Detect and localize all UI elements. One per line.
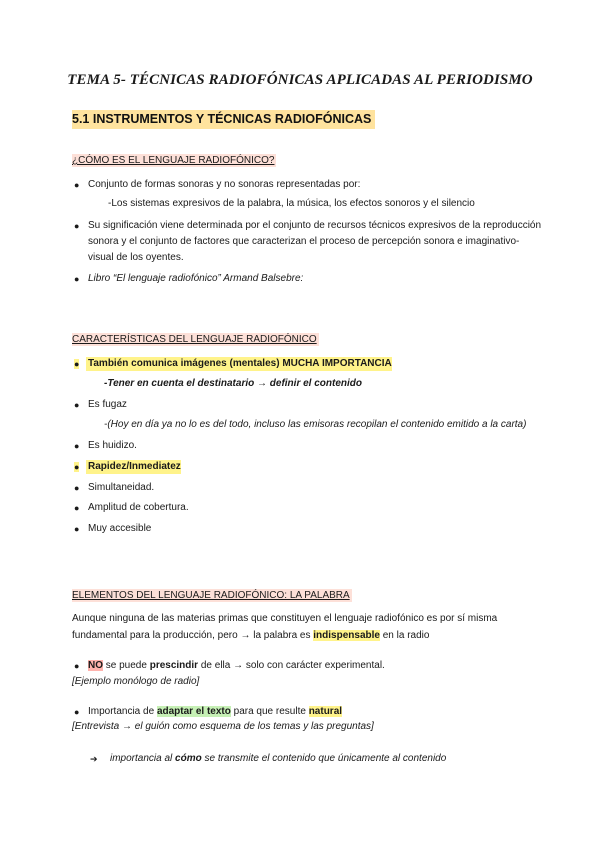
- arrow-icon: ➔: [90, 754, 98, 764]
- heading-como-es: ¿CÓMO ES EL LENGUAJE RADIOFÓNICO?: [72, 155, 275, 166]
- bullet-text: para que resulte: [230, 706, 309, 717]
- sec3-bullet-2: [88, 705, 342, 719]
- bullet-icon: ●: [74, 661, 80, 671]
- bullet-icon: ●: [74, 483, 80, 493]
- bullet-icon: ●: [74, 462, 80, 472]
- sec2-bullet-3: Es huidizo.: [88, 440, 137, 451]
- highlight-indispensable: indispensable: [313, 630, 380, 641]
- arrow-item-text: se transmite el contenido que únicamente al contenido: [201, 753, 447, 764]
- bold-prescindir: prescindir: [149, 660, 199, 671]
- sec1-bullet-1-sub: -Los sistemas expresivos de la palabra, la música, los efectos sonoros y el silencio: [108, 198, 475, 209]
- sec3-bullet-1-note: [Ejemplo monólogo de radio]: [72, 676, 200, 687]
- bold-como: cómo: [175, 753, 202, 764]
- bullet-icon: ●: [74, 524, 80, 534]
- section-heading-main: 5.1 INSTRUMENTOS Y TÉCNICAS RADIOFÓNICAS: [72, 110, 375, 129]
- bullet-icon: ●: [74, 707, 80, 717]
- bullet-icon: ●: [74, 359, 80, 369]
- bullet-text: Importancia de: [88, 706, 157, 717]
- sec3-bullet-2-note: [Entrevista → el guión como esquema de los temas y las preguntas]: [72, 721, 374, 732]
- bullet-icon: ●: [74, 441, 80, 451]
- bullet-icon: ●: [74, 400, 80, 410]
- bullet-text: de ella → solo con carácter experimental.: [198, 660, 385, 671]
- sec1-bullet-2: Su significación viene determinada por el conjunto de recursos técnicos expresivos de la reproducción sonora y el conjunto de factores que caracterizan el proceso de percepción sonora e imaginativo-visual de los oyentes.: [88, 220, 542, 263]
- sec3-arrow-item: [110, 752, 446, 766]
- sec2-bullet-1-sub: -Tener en cuenta el destinatario → definir el contenido: [104, 378, 363, 389]
- sec2-bullet-4: Rapidez/Inmediatez: [88, 461, 181, 472]
- sec2-bullet-2-sub: -(Hoy en día ya no lo es del todo, incluso las emisoras recopilan el contenido emitido a la carta): [104, 419, 527, 430]
- arrow-item-text: importancia al: [110, 753, 176, 764]
- heading-elementos: ELEMENTOS DEL LENGUAJE RADIOFÓNICO: LA PALABRA: [72, 590, 350, 601]
- sec3-paragraph-line-1: Aunque ninguna de las materias primas que constituyen el lenguaje radiofónico es por sí misma: [72, 613, 498, 624]
- bullet-icon: ●: [74, 221, 80, 231]
- sec2-bullet-2: Es fugaz: [88, 399, 127, 410]
- paragraph-text: fundamental para la producción, pero → la palabra es: [72, 630, 314, 641]
- bullet-text: se puede: [103, 660, 150, 671]
- heading-caracteristicas: CARACTERÍSTICAS DEL LENGUAJE RADIOFÓNICO: [72, 334, 317, 345]
- page-title: TEMA 5- TÉCNICAS RADIOFÓNICAS APLICADAS AL PERIODISMO: [67, 72, 533, 88]
- sec1-bullet-3: Libro “El lenguaje radiofónico” Armand Balsebre:: [88, 273, 304, 284]
- sec2-bullet-1: También comunica imágenes (mentales) MUCHA IMPORTANCIA: [88, 358, 392, 369]
- sec2-bullet-6: Amplitud de cobertura.: [88, 502, 189, 513]
- bullet-icon: ●: [74, 503, 80, 513]
- highlight-natural: natural: [308, 706, 343, 717]
- highlight-adaptar-texto: adaptar el texto: [156, 706, 231, 717]
- sec2-bullet-7: Muy accesible: [88, 523, 152, 534]
- bullet-icon: ●: [74, 180, 80, 190]
- bullet-icon: ●: [74, 274, 80, 284]
- sec1-bullet-1: Conjunto de formas sonoras y no sonoras representadas por:: [88, 179, 361, 190]
- paragraph-text: en la radio: [379, 630, 430, 641]
- sec3-bullet-1: [88, 659, 385, 673]
- sec2-bullet-5: Simultaneidad.: [88, 482, 155, 493]
- highlight-no: NO: [88, 660, 103, 671]
- sec3-paragraph-line-2: [72, 629, 429, 643]
